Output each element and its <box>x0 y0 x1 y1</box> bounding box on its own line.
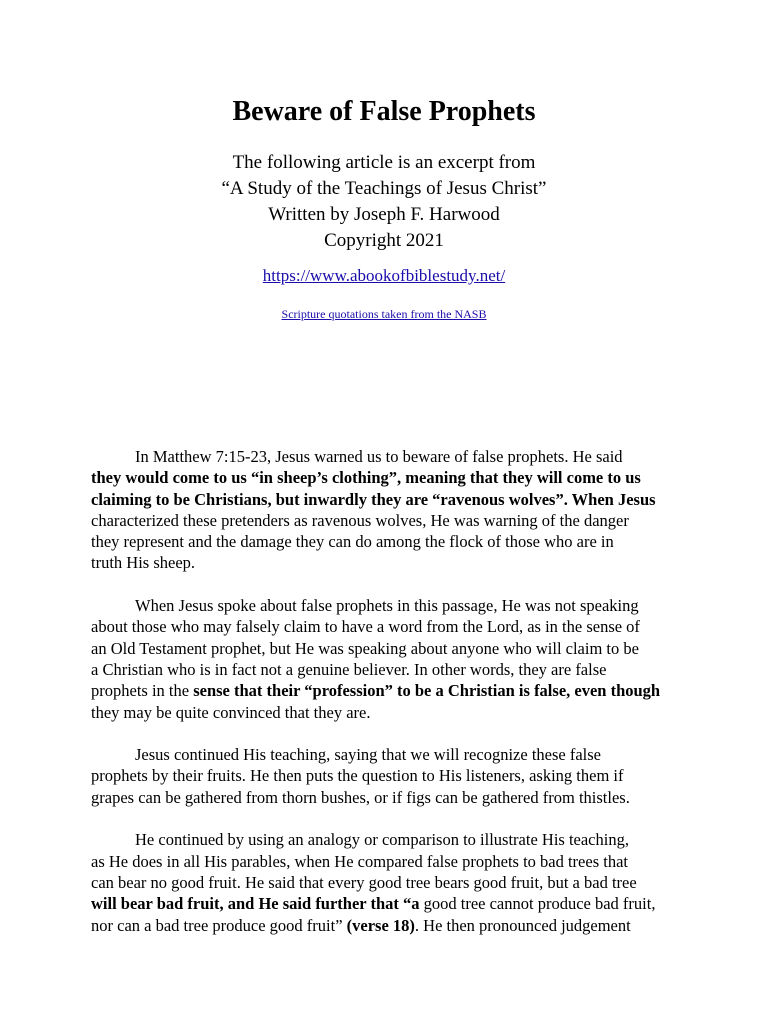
paragraph-line <box>91 616 691 637</box>
paragraph-line <box>91 446 691 467</box>
text-segment: When Jesus spoke about false prophets in this passage, He was not speaking <box>135 596 639 616</box>
paragraph-line <box>91 893 691 914</box>
paragraph-line <box>91 595 691 616</box>
article-intro <box>0 150 768 254</box>
text-segment: grapes can be gathered from thorn bushes, or if figs can be gathered from thistles. <box>91 787 630 807</box>
text-segment: truth His sheep. <box>91 553 196 573</box>
paragraph-line <box>91 829 691 850</box>
bold-text-segment: will bear bad fruit, and He said further that “a <box>91 894 420 914</box>
paragraph-line <box>91 744 691 765</box>
paragraph-line <box>91 702 691 723</box>
article-paragraph <box>91 829 691 935</box>
text-segment: . He then pronounced judgement <box>414 915 631 935</box>
page-title: Beware of False Prophets <box>232 96 536 127</box>
bold-text-segment: they would come to us “in sheep’s clothing”, meaning that they will come to us <box>91 468 641 488</box>
website-link-row <box>0 264 768 288</box>
article-paragraph <box>91 744 691 808</box>
website-link[interactable]: https://www.abookofbiblestudy.net/ <box>262 266 506 285</box>
paragraph-line <box>91 787 691 808</box>
text-segment: can bear no good fruit. He said that every good tree bears good fruit, but a bad tree <box>91 872 637 892</box>
intro-author: Written by Joseph F. Harwood <box>268 204 500 225</box>
paragraph-line <box>91 531 691 552</box>
scripture-note-row <box>0 305 768 323</box>
bold-text-segment: sense that their “profession” to be a Christian is false, even though <box>193 681 661 701</box>
text-segment: prophets by their fruits. He then puts the question to His listeners, asking them if <box>91 766 624 786</box>
paragraph-line <box>91 851 691 872</box>
paragraph-line <box>91 552 691 573</box>
intro-excerpt-line: The following article is an excerpt from <box>232 152 536 173</box>
text-segment: In Matthew 7:15-23, Jesus warned us to beware of false prophets. He said <box>135 447 623 466</box>
text-segment: a Christian who is in fact not a genuine believer. In other words, they are false <box>91 659 607 679</box>
paragraph-line <box>91 510 691 531</box>
paragraph-line <box>91 680 691 701</box>
text-segment: as He does in all His parables, when He compared false prophets to bad trees that <box>91 851 628 871</box>
paragraph-line <box>91 638 691 659</box>
paragraph-line <box>91 489 691 510</box>
text-segment: prophets in the <box>91 681 194 701</box>
text-segment: about those who may falsely claim to have a word from the Lord, as in the sense of <box>91 617 640 637</box>
paragraph-line <box>91 765 691 786</box>
text-segment: nor can a bad tree produce good fruit” <box>91 915 343 935</box>
intro-book-title: “A Study of the Teachings of Jesus Christ” <box>221 178 547 199</box>
text-segment: Jesus continued His teaching, saying that we will recognize these false <box>135 745 601 765</box>
paragraph-line <box>91 915 691 936</box>
text-segment: characterized these pretenders as ravenous wolves, He was warning of the danger <box>91 510 629 530</box>
text-segment: He continued by using an analogy or comparison to illustrate His teaching, <box>135 830 629 850</box>
article-paragraph <box>91 446 691 574</box>
text-segment: an Old Testament prophet, but He was speaking about anyone who will claim to be <box>91 638 639 658</box>
text-segment: they may be quite convinced that they are. <box>91 702 371 722</box>
article-paragraph <box>91 595 691 723</box>
paragraph-line <box>91 659 691 680</box>
text-segment: good tree cannot produce bad fruit, <box>419 894 656 914</box>
text-segment: they represent and the damage they can do among the flock of those who are in <box>91 532 614 552</box>
bold-text-segment: claiming to be Christians, but inwardly they are “ravenous wolves”. When Jesus <box>91 489 656 509</box>
intro-copyright: Copyright 2021 <box>324 230 444 251</box>
paragraph-line <box>91 872 691 893</box>
article-body <box>91 446 691 957</box>
bold-text-segment: (verse 18) <box>342 915 415 935</box>
paragraph-line <box>91 467 691 488</box>
scripture-note-link[interactable]: Scripture quotations taken from the NASB <box>281 307 487 321</box>
